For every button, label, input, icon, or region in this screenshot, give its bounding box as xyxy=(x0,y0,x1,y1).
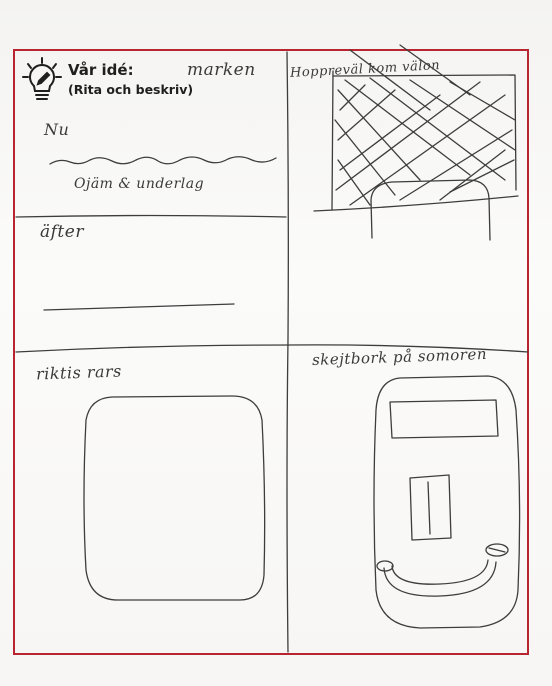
note-top-right: Hoppreväl kom välon xyxy=(289,58,441,81)
idea-instructions: (Rita och beskriv) xyxy=(68,82,194,97)
note-nu: Nu xyxy=(44,120,70,139)
note-efter: äfter xyxy=(40,222,84,242)
middle-horizontal-divider xyxy=(16,345,528,352)
rounded-area-drawing xyxy=(84,396,265,600)
skatepark-outline xyxy=(374,376,520,628)
skatepark-top-bench xyxy=(390,400,498,438)
left-horizontal-divider xyxy=(16,216,286,218)
ramp-arch xyxy=(371,180,490,240)
vertical-divider xyxy=(287,52,288,652)
note-uneven-surface: Ojäm & underlag xyxy=(74,176,205,192)
idea-heading: Vår idé: xyxy=(68,61,134,79)
note-marken: marken xyxy=(187,60,256,80)
flat-ground-line xyxy=(44,304,234,310)
note-bottom-left: riktis rars xyxy=(35,361,123,384)
wavy-ground-line xyxy=(50,157,276,164)
note-bottom-right: skejtbork på somoren xyxy=(311,344,488,370)
